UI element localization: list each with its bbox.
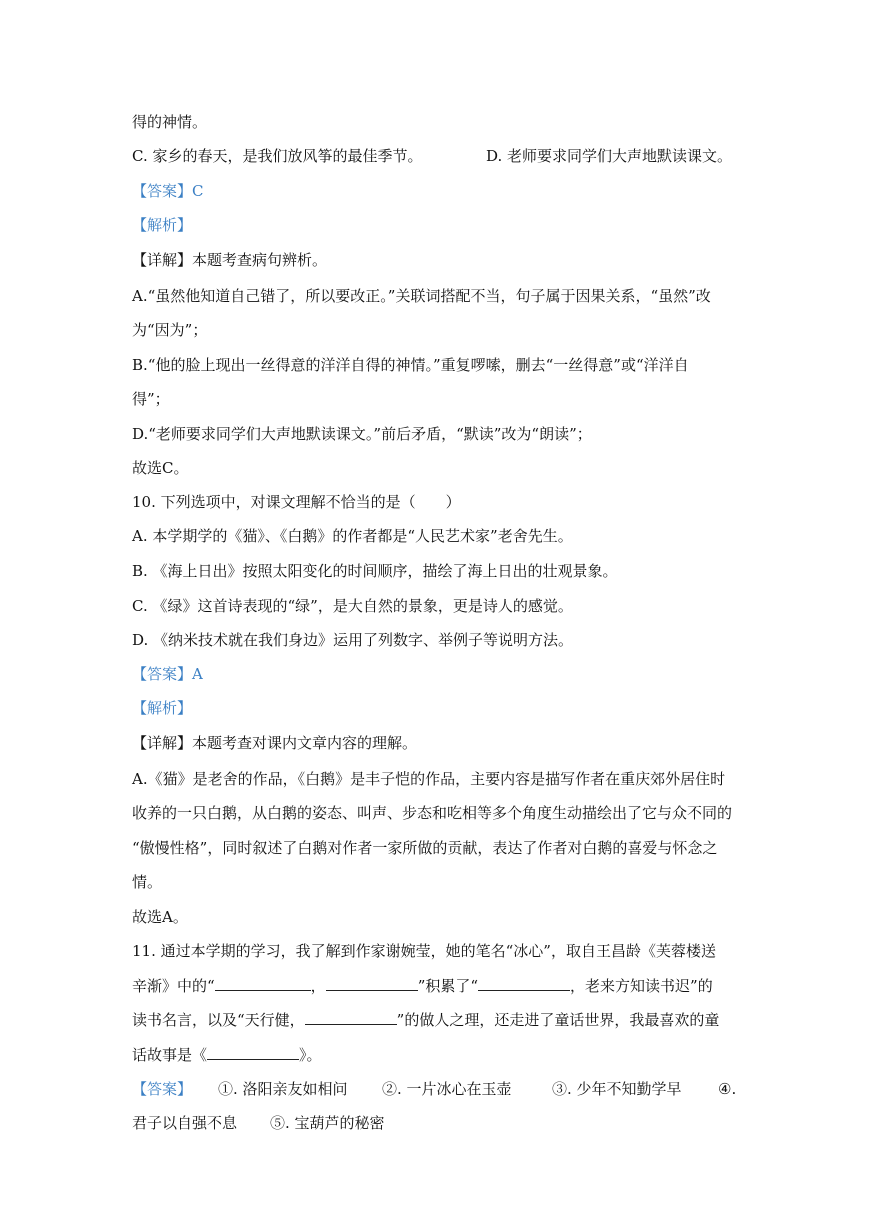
q11-text: 》。 [299,1046,322,1064]
q10-analysis-tag: 【解析】 [132,699,193,717]
q9-analysis-b-line2: 得”； [132,390,170,408]
q10-analysis-line2: 收养的一只白鹅，从白鹅的姿态、叫声、步态和吃相等多个角度生动描绘出了它与众不同的 [132,804,733,822]
q9-answer [132,181,204,201]
q11-text: ”积累了“ [417,977,479,995]
answer-item-5: ⑤. 宝葫芦的秘密 [270,1114,385,1132]
answer-item-3: ③. 少年不知勤学早 [552,1080,682,1098]
fill-blank-5 [207,1045,299,1060]
q9-detail: 【详解】本题考查病句辨析。 [132,251,328,269]
q11-text: 读书名言，以及“天行健， [132,1011,305,1029]
q10-option-d: D. 《纳米技术就在我们身边》运用了列数字、举例子等说明方法。 [132,631,574,649]
q9-option-c: C. 家乡的春天，是我们放风筝的最佳季节。 [132,147,423,165]
fill-blank-4 [305,1010,397,1025]
q10-analysis-line1: A.《猫》是老舍的作品，《白鹅》是丰子恺的作品，主要内容是描写作者在重庆郊外居住时 [132,770,726,788]
answer-value: A [192,665,203,683]
q10-answer [132,664,203,684]
q9-choose: 故选C。 [132,459,189,477]
answer-tag: 【答案】 [132,1080,193,1098]
answer-tag: 【答案】 [132,665,193,683]
answer-tag: 【答案】 [132,182,193,200]
q10-choose: 故选A。 [132,908,188,926]
q9-options-cd [132,146,752,166]
fill-blank-1 [215,976,311,991]
answer-value: C [192,182,204,200]
answer-item-1: ①. 洛阳亲友如相问 [218,1080,348,1098]
q9-analysis-tag: 【解析】 [132,216,193,234]
q10-option-a: A. 本学期学的《猫》、《白鹅》的作者都是“人民艺术家”老舍先生。 [132,527,573,545]
q10-option-c: C. 《绿》这首诗表现的“绿”，是大自然的景象，更是诗人的感觉。 [132,597,573,615]
q11-text: ， [310,977,326,995]
answer-item-2: ②. 一片冰心在玉壶 [382,1080,512,1098]
q11-line2 [132,976,713,996]
q11-text: ”的做人之理，还走进了童话世界，我最喜欢的童 [396,1011,720,1029]
q10-analysis-line3: “傲慢性格”，同时叙述了白鹅对作者一家所做的贡献，表达了作者对白鹅的喜爱与怀念之 [132,839,718,857]
q9-option-d: D. 老师要求同学们大声地默读课文。 [486,147,733,165]
q9-analysis-a-line2: 为“因为”； [132,321,208,339]
q9-analysis-b-line1: B.“他的脸上现出一丝得意的洋洋自得的神情。”重复啰嗦，删去“一丝得意”或“洋洋自 [132,356,689,374]
q10-analysis-line4: 情。 [132,873,163,891]
q9-analysis-a-line1: A.“虽然他知道自己错了，所以要改正。”关联词搭配不当，句子属于因果关系，“虽然”改 [132,287,711,305]
q11-text: ，老来方知读书迟”的 [570,977,713,995]
q9-analysis-d-line: D.“老师要求同学们大声地默读课文。”前后矛盾，“默读”改为“朗读”； [132,425,592,443]
q11-line1: 11. 通过本学期的学习，我了解到作家谢婉莹，她的笔名“冰心”，取自王昌龄《芙蓉楼送 [132,942,716,960]
answer-item-4-text: 君子以自强不息 [132,1114,238,1132]
fill-blank-3 [478,976,570,991]
q10-option-b: B. 《海上日出》按照太阳变化的时间顺序，描绘了海上日出的壮观景象。 [132,562,618,580]
q11-answer-line2 [132,1113,532,1133]
q10-stem: 10. 下列选项中，对课文理解不恰当的是（ ） [132,493,461,511]
q10-detail: 【详解】本题考查对课内文章内容的理解。 [132,734,418,752]
q11-text: 话故事是《 [132,1046,208,1064]
fill-blank-2 [326,976,418,991]
q11-answer-line1 [132,1079,740,1099]
q9-stem-end: 得的神情。 [132,113,208,131]
q11-line4 [132,1045,322,1065]
q11-line3 [132,1010,719,1030]
answer-item-4-number: ④. [718,1080,737,1098]
q11-text: 辛渐》中的“ [132,977,215,995]
